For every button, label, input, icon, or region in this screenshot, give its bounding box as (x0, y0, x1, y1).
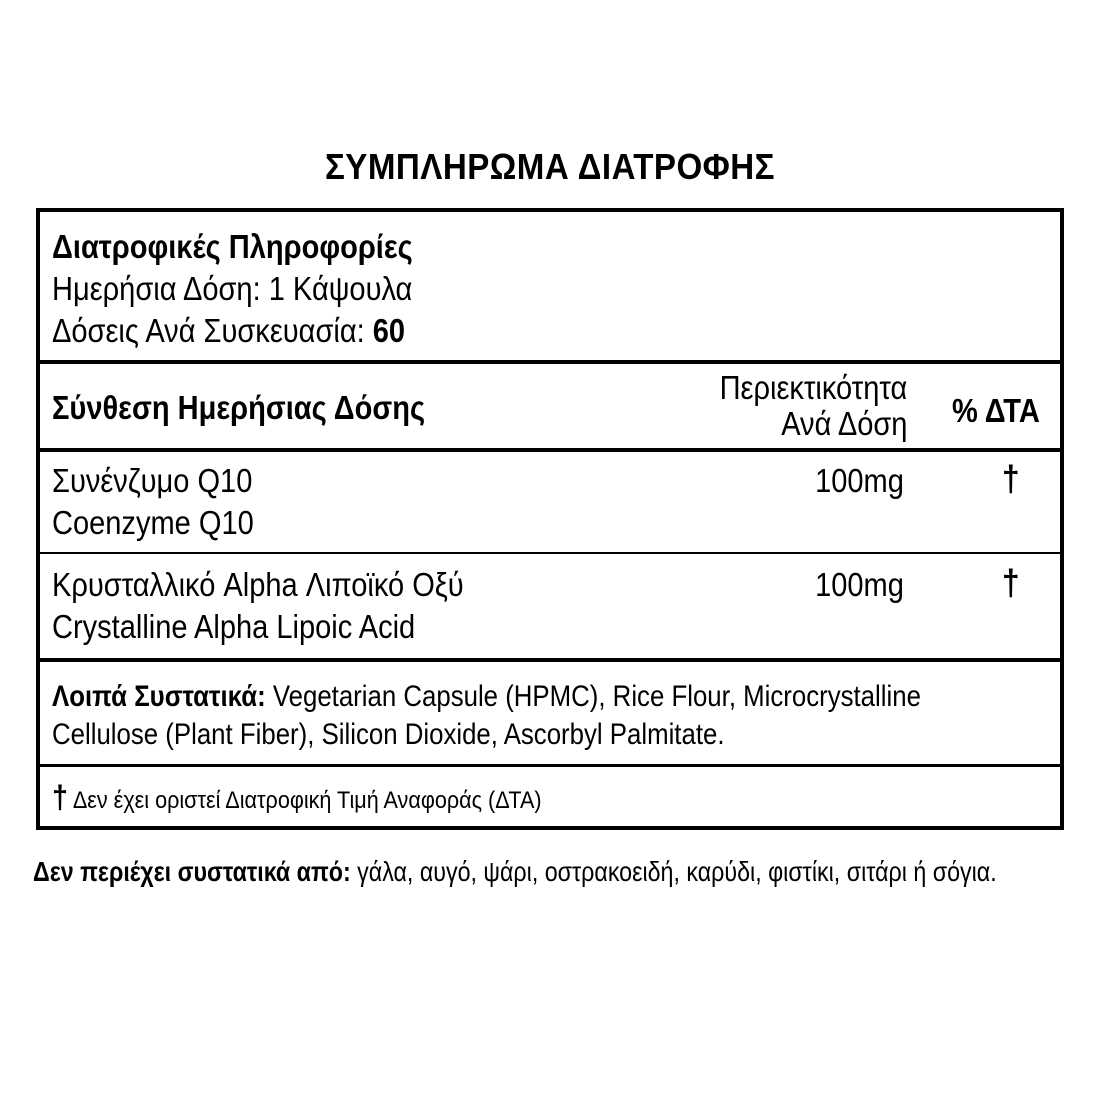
footnote-text: Δεν έχει οριστεί Διατροφική Τιμή Αναφοράς (ΔΤΑ) (68, 787, 542, 814)
dagger-icon: † (1002, 562, 1020, 603)
daily-dose: Ημερήσια Δόση: 1 Κάψουλα (52, 270, 413, 307)
divider-thick (40, 360, 1060, 364)
other-ingredients-text: Vegetarian Capsule (HPMC), Rice Flour, Microcrystalline (265, 680, 921, 713)
divider-row (40, 552, 1060, 554)
divider-thick (40, 658, 1060, 662)
ingredient-name-en: Coenzyme Q10 (52, 504, 254, 541)
header-dta: % ΔΤΑ (952, 392, 1040, 429)
servings-per-container (52, 310, 405, 352)
info-heading: Διατροφικές Πληροφορίες (52, 228, 413, 265)
other-ingredients-line1 (52, 678, 998, 716)
supplement-facts-panel (36, 208, 1064, 830)
supplement-title: ΣΥΜΠΛΗΡΩΜΑ ΔΙΑΤΡΟΦΗΣ (324, 146, 776, 187)
servings-value: 60 (372, 312, 406, 349)
divider-footnote (40, 764, 1060, 767)
other-ingredients-label: Λοιπά Συστατικά: (52, 680, 266, 713)
divider-header (40, 448, 1060, 452)
header-content-line1: Περιεκτικότητα (719, 369, 907, 406)
ingredient-amount: 100mg (815, 462, 904, 499)
ingredient-name-en: Crystalline Alpha Lipoic Acid (52, 608, 416, 645)
header-content-line2: Ανά Δόση (780, 405, 907, 442)
servings-label: Δόσεις Ανά Συσκευασία: (52, 312, 373, 349)
dagger-icon: † (52, 779, 69, 815)
allergen-text: γάλα, αυγό, ψάρι, οστρακοειδή, καρύδι, φιστίκι, σιτάρι ή σόγια. (350, 856, 997, 887)
ingredient-amount: 100mg (815, 566, 904, 603)
allergen-statement (33, 854, 997, 890)
ingredient-name-gr: Κρυσταλλικό Alpha Λιποϊκό Οξύ (52, 566, 464, 603)
header-composition: Σύνθεση Ημερήσιας Δόσης (52, 389, 426, 426)
other-ingredients-line2: Cellulose (Plant Fiber), Silicon Dioxide, Ascorbyl Palmitate. (52, 718, 725, 751)
dagger-icon: † (1002, 458, 1020, 499)
footnote (52, 780, 542, 818)
allergen-label: Δεν περιέχει συστατικά από: (33, 856, 351, 887)
ingredient-name-gr: Συνένζυμο Q10 (52, 462, 253, 499)
